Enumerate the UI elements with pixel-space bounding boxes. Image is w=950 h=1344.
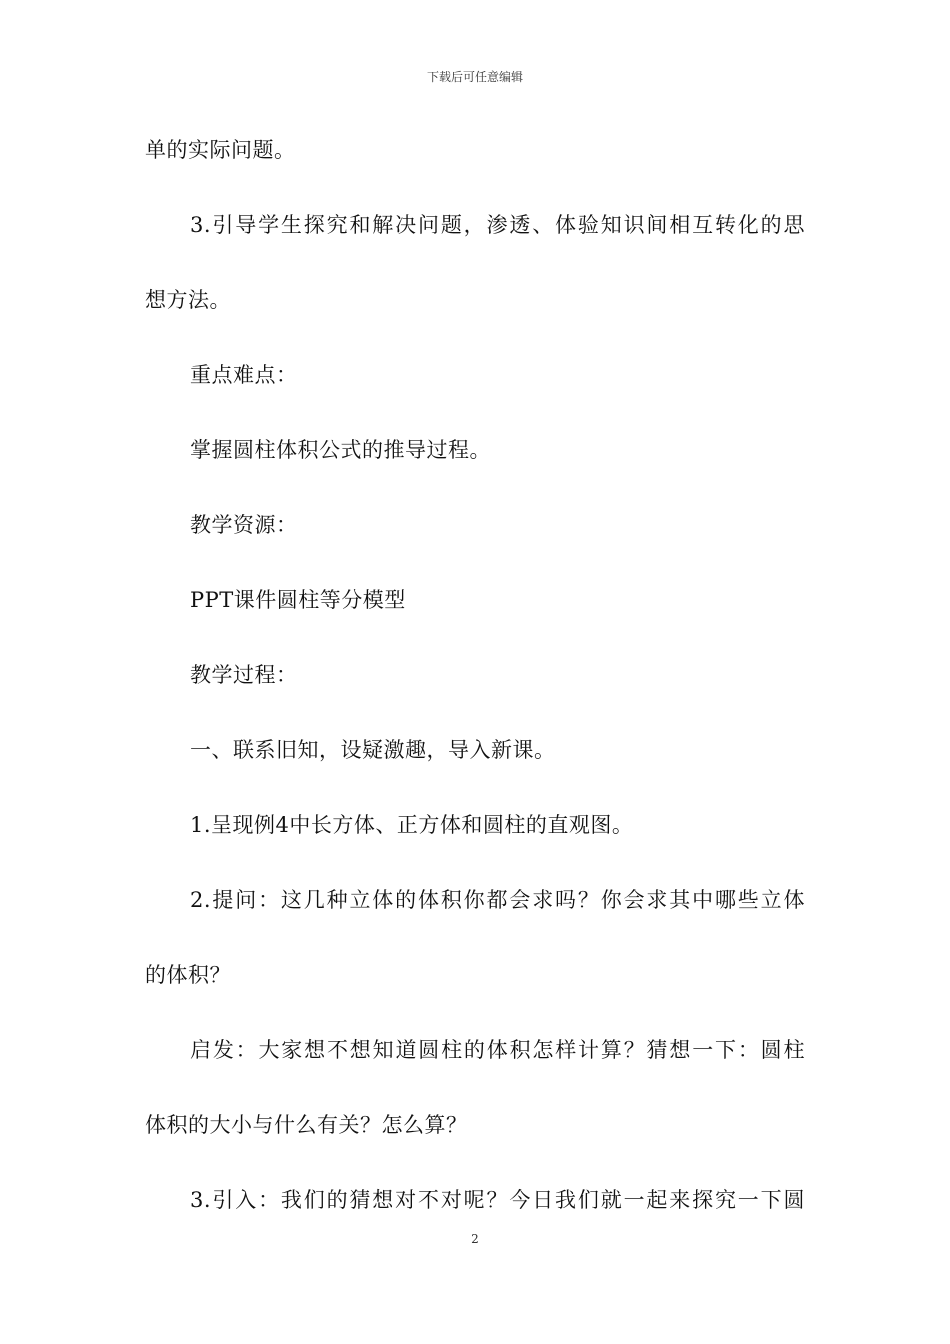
text-line-3: 想方法。 [145, 288, 231, 312]
text-line-2: 3.引导学生探究和解决问题，渗透、体验知识间相互转化的思 [190, 213, 805, 237]
section-heading-resources: 教学资源： [190, 513, 298, 537]
text-line-10: 1.呈现例4中长方体、正方体和圆柱的直观图。 [190, 813, 634, 837]
text-line-5: 掌握圆柱体积公式的推导过程。 [190, 438, 491, 462]
text-line-13: 启发：大家想不想知道圆柱的体积怎样计算？猜想一下：圆柱 [190, 1038, 805, 1062]
text-line-14: 体积的大小与什么有关？怎么算？ [145, 1113, 468, 1137]
section-heading-process: 教学过程： [190, 663, 298, 687]
page-header: 下载后可任意编辑 [426, 70, 523, 84]
text-line-12: 的体积？ [145, 963, 231, 987]
text-line-7: PPT课件圆柱等分模型 [190, 588, 406, 612]
page-number: 2 [471, 1232, 479, 1246]
section-heading-key-points: 重点难点： [190, 363, 298, 387]
text-line-1: 单的实际问题。 [145, 138, 296, 162]
text-line-11: 2.提问：这几种立体的体积你都会求吗？你会求其中哪些立体 [190, 888, 805, 912]
text-line-15: 3.引入：我们的猜想对不对呢？今日我们就一起来探究一下圆 [190, 1188, 805, 1212]
text-line-9: 一、联系旧知，设疑激趣，导入新课。 [190, 738, 556, 762]
